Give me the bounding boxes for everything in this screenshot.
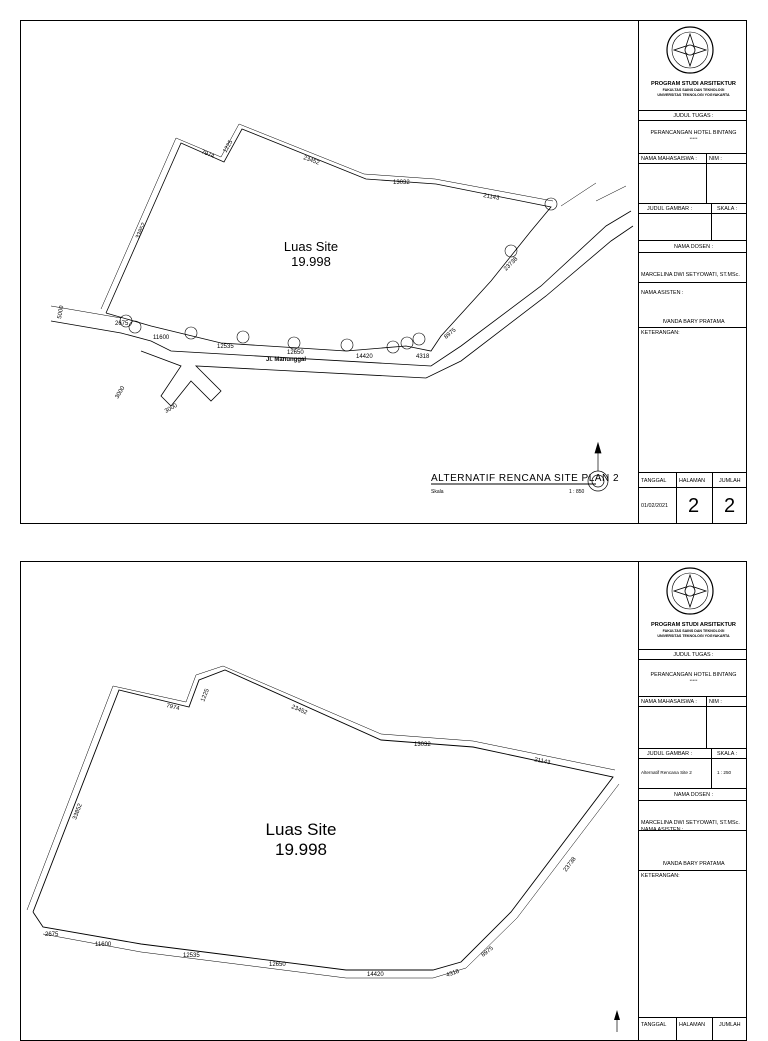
judul-gambar-value-cell bbox=[639, 759, 747, 789]
program-name: PROGRAM STUDI ARSITEKTUR bbox=[651, 622, 736, 628]
page-info-cell bbox=[639, 1018, 747, 1041]
university-name: UNIVERSITAS TEKNOLOGI YOGYAKARTA bbox=[657, 634, 730, 638]
drawing-sheet-1 bbox=[20, 20, 747, 524]
mahasiswa-header bbox=[639, 697, 747, 707]
dim-text: 33852 bbox=[135, 222, 148, 240]
title-block-header bbox=[639, 562, 747, 650]
dosen-name: MARCELINA DWI SETYOWATI, ST.MSc. bbox=[641, 272, 740, 278]
nama-mahasiswa-label: NAMA MAHASAISWA : bbox=[641, 156, 697, 162]
asisten-name: IVANDA BARY PRATAMA bbox=[662, 319, 725, 325]
drawing-sheet-2 bbox=[20, 561, 747, 1041]
dosen-name: MARCELINA DWI SETYOWATI, ST.MSc. bbox=[641, 820, 740, 826]
skala-label: SKALA : bbox=[717, 206, 738, 212]
dim-text: 14420 bbox=[367, 972, 384, 978]
judul-gambar-header bbox=[639, 749, 747, 759]
dim-text: 7974 bbox=[165, 703, 180, 713]
site-label-text: Luas Site bbox=[283, 239, 339, 254]
title-block-2 bbox=[638, 562, 747, 1040]
plan-scale-label: Skala bbox=[431, 489, 444, 495]
site-plan-drawing-2 bbox=[21, 562, 638, 1041]
site-plan-drawing-1 bbox=[21, 21, 638, 524]
road-name: Jl. Manunggal bbox=[266, 357, 307, 363]
title-block-header bbox=[639, 21, 747, 111]
nim-label: NIM : bbox=[709, 156, 722, 162]
judul-tugas-cell bbox=[639, 121, 747, 154]
dim-text: 2675 bbox=[45, 932, 59, 938]
dim-text: 4318 bbox=[445, 968, 461, 979]
judul-tugas-stars: ***** bbox=[689, 136, 698, 141]
mahasiswa-value-cell bbox=[639, 707, 747, 749]
nama-dosen-label: NAMA DOSEN : bbox=[639, 789, 747, 801]
jumlah-label: JUMLAH bbox=[719, 1022, 741, 1028]
asisten-cell bbox=[639, 831, 747, 871]
halaman-value: 2 bbox=[688, 495, 700, 517]
jumlah-label: JUMLAH bbox=[719, 478, 741, 484]
program-name: PROGRAM STUDI ARSITEKTUR bbox=[651, 81, 736, 87]
dim-text: 8975 bbox=[443, 327, 458, 341]
keterangan-label: KETERANGAN: bbox=[641, 873, 680, 879]
nim-label: NIM : bbox=[709, 699, 722, 705]
university-logo-icon bbox=[665, 25, 715, 75]
skala-label: SKALA : bbox=[717, 751, 738, 757]
dim-text: 13032 bbox=[414, 742, 431, 748]
judul-tugas-stars: ***** bbox=[689, 678, 698, 683]
title-block-1 bbox=[638, 21, 747, 523]
judul-gambar-label: JUDUL GAMBAR : bbox=[647, 751, 693, 757]
faculty-name: FAKULTAS SAINS DAN TEKNOLOGI bbox=[662, 88, 725, 92]
dim-text: 1225 bbox=[200, 688, 211, 703]
site-label-text: Luas Site bbox=[265, 820, 337, 839]
dosen-cell bbox=[639, 253, 747, 296]
dosen-cell bbox=[639, 801, 747, 831]
faculty-name: FAKULTAS SAINS DAN TEKNOLOGI bbox=[662, 629, 725, 633]
judul-gambar-header bbox=[639, 204, 747, 214]
site-area-label-2 bbox=[251, 820, 351, 860]
dim-text: 11600 bbox=[153, 335, 170, 341]
dim-text: 14420 bbox=[356, 354, 373, 360]
plan-scale: 1 : 850 bbox=[569, 489, 585, 495]
judul-gambar-label: JUDUL GAMBAR : bbox=[647, 206, 693, 212]
north-arrow-icon bbox=[614, 1010, 620, 1032]
dim-text: 21143 bbox=[482, 193, 500, 202]
nama-asisten-label: NAMA ASISTEN : bbox=[641, 290, 684, 296]
judul-tugas-value: PERANCANGAN HOTEL BINTANG bbox=[650, 672, 737, 678]
site-area-value: 19.998 bbox=[291, 254, 331, 269]
dim-text: 3000 bbox=[114, 385, 127, 400]
dim-text: 12535 bbox=[183, 953, 200, 959]
dim-text: 12650 bbox=[287, 350, 304, 356]
nama-asisten-label: NAMA ASISTEN : bbox=[641, 827, 684, 833]
plan-title: ALTERNATIF RENCANA SITE PLAN 2 bbox=[431, 473, 620, 484]
dim-text: 23452 bbox=[302, 155, 321, 167]
dim-text: 11600 bbox=[95, 942, 112, 948]
halaman-label: HALAMAN bbox=[679, 478, 706, 484]
dim-text: 23738 bbox=[503, 256, 520, 273]
judul-tugas-label: JUDUL TUGAS : bbox=[639, 650, 747, 660]
university-logo-icon bbox=[665, 566, 715, 616]
judul-tugas-cell bbox=[639, 660, 747, 697]
tanggal-label: TANGGAL bbox=[641, 478, 667, 484]
dim-text: 12650 bbox=[269, 962, 286, 968]
halaman-label: HALAMAN bbox=[679, 1022, 706, 1028]
tanggal-label: TANGGAL bbox=[641, 1022, 667, 1028]
nama-dosen-label: NAMA DOSEN : bbox=[639, 241, 747, 253]
skala-value: 1 : 250 bbox=[717, 770, 732, 775]
judul-gambar-value-cell bbox=[639, 214, 747, 241]
keterangan-cell bbox=[639, 871, 747, 1018]
dim-text: 4318 bbox=[416, 354, 430, 360]
dim-text: 21143 bbox=[533, 757, 551, 767]
dim-text: 23452 bbox=[290, 704, 308, 717]
site-area-label-1 bbox=[271, 239, 351, 269]
judul-tugas-label: JUDUL TUGAS : bbox=[639, 111, 747, 121]
judul-gambar-value: Alternatif Rencana Site 2 bbox=[641, 770, 692, 775]
dim-text: 23738 bbox=[562, 856, 578, 874]
asisten-cell bbox=[639, 283, 747, 328]
tanggal-value: 01/02/2021 bbox=[641, 503, 668, 509]
site-area-value: 19.998 bbox=[275, 840, 327, 859]
mahasiswa-header bbox=[639, 154, 747, 164]
dim-text: 5000 bbox=[57, 305, 66, 320]
dim-text: 2675 bbox=[115, 321, 129, 327]
dim-text: 13032 bbox=[393, 180, 410, 186]
dim-text: 8975 bbox=[480, 945, 495, 959]
page-info-cell bbox=[639, 473, 747, 524]
keterangan-cell bbox=[639, 328, 747, 473]
judul-tugas-value: PERANCANGAN HOTEL BINTANG bbox=[650, 130, 737, 136]
mahasiswa-value-cell bbox=[639, 164, 747, 204]
asisten-name: IVANDA BARY PRATAMA bbox=[662, 861, 725, 867]
university-name: UNIVERSITAS TEKNOLOGI YOGYAKARTA bbox=[657, 93, 730, 97]
dim-text: 3000 bbox=[164, 402, 179, 415]
dim-text: 1225 bbox=[222, 139, 235, 154]
keterangan-label: KETERANGAN: bbox=[641, 330, 680, 336]
nama-mahasiswa-label: NAMA MAHASAISWA : bbox=[641, 699, 697, 705]
dim-text: 12535 bbox=[217, 344, 234, 350]
dim-text: 33852 bbox=[72, 802, 84, 821]
jumlah-value: 2 bbox=[724, 495, 736, 517]
dim-text: 7974 bbox=[200, 149, 215, 160]
